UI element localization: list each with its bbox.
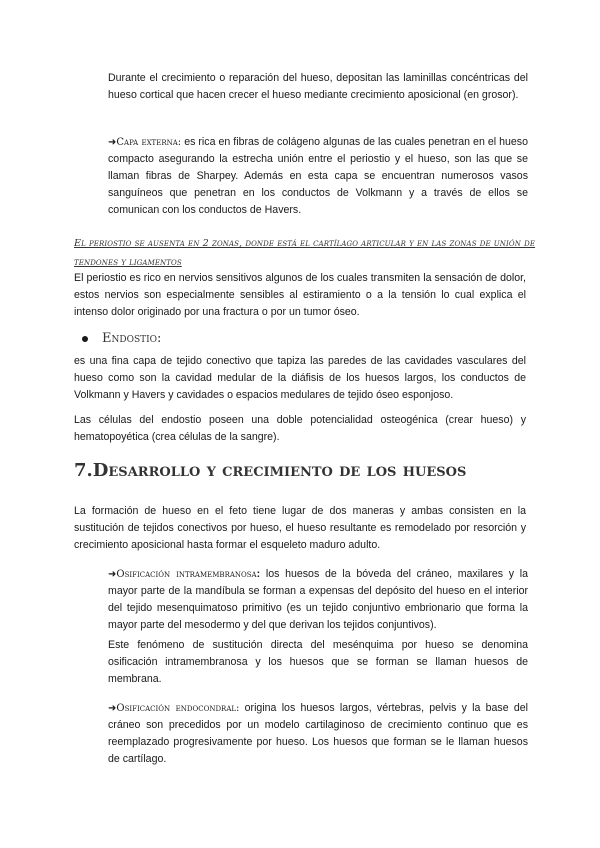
paragraph-cortical-growth: Durante el crecimiento o reparación del hueso, depositan las laminillas concéntricas del hueso cortical que hacen crecer el hueso mediante crecimiento aposicional (en grosor). (108, 72, 528, 101)
intramembranosa-label: ➜Osificación intramembranosa (108, 569, 257, 580)
periostio-absence-heading: El periostio se ausenta en 2 zonas, donde está el cartílago articular y en las zonas de unión de tendones y ligamentos (74, 238, 536, 268)
paragraph-endocondral (108, 700, 528, 768)
intramembranosa-text: los huesos de la bóveda del cráneo, maxilares y la mayor parte de la mandíbula se forman a expensas del depósito del hueso en el interior del tejido mesenquimatoso primitivo (es un tejido conjuntivo embrionario que forma la mayor parte del mesodermo y del que derivan los tejidos conjuntivos). (108, 568, 528, 631)
endostio-bullet (82, 331, 161, 346)
bullet-dot-icon (82, 336, 88, 342)
paragraph-endostio-cells: Las células del endostio poseen una doble potencialidad osteogénica (crear hueso) y hematopoyética (crea células de la sangre). (74, 414, 526, 443)
capa-externa-label: ➜Capa externa: (108, 137, 182, 148)
endocondral-label: ➜Osificación endocondral: (108, 703, 240, 714)
paragraph-periostio-nerves: El periostio es rico en nervios sensitivos algunos de los cuales transmiten la sensación de dolor, estos nervios son especialmente sensibles al estiramiento o a la tensión lo cual explica el intenso dolor originado por una fractura o por un tumor óseo. (74, 272, 526, 318)
paragraph-endostio-definition: es una fina capa de tejido conectivo que tapiza las paredes de las cavidades vasculares del hueso como son la cavidad medular de la diáfisis de los huesos largos, los conductos de Volkmann y Havers y cavidades o espacios medulares de tejido óseo esponjoso. (74, 355, 526, 401)
paragraph-intramembranosa (108, 566, 528, 634)
capa-externa-text: es rica en fibras de colágeno algunas de las cuales penetran en el hueso compacto asegurando la estrecha unión entre el periostio y el hueso, son las que se llaman fibras de Sharpey. Además en esta capa se encuentran numerosos vasos sanguíneos que penetran en los conductos de Volkmann y a través de ellos se comunican con los conductos de Havers. (108, 136, 528, 216)
paragraph-capa-externa (108, 134, 528, 219)
paragraph-sustitucion: Este fenómeno de sustitución directa del mesénquima por hueso se denomina osificación intramembranosa y los huesos que se forman se llaman huesos de membrana. (108, 639, 528, 685)
endostio-label: Endostio: (102, 331, 162, 346)
endocondral-text: origina los huesos largos, vértebras, pelvis y la base del cráneo son precedidos por un modelo cartilaginoso de crecimiento continuo que es reemplazado progresivamente por hueso. Los huesos que forman se le llaman huesos de cartílago. (108, 702, 528, 765)
intramembranosa-sep: : (256, 568, 261, 580)
section-title-desarrollo: 7.Desarrollo y crecimiento de los huesos (74, 460, 467, 481)
paragraph-bone-formation: La formación de hueso en el feto tiene lugar de dos maneras y ambas consisten en la sustitución de tejidos conectivos por hueso, el hueso resultante es remodelado por resorción y crecimiento aposicional hasta formar el esqueleto maduro adulto. (74, 505, 526, 551)
